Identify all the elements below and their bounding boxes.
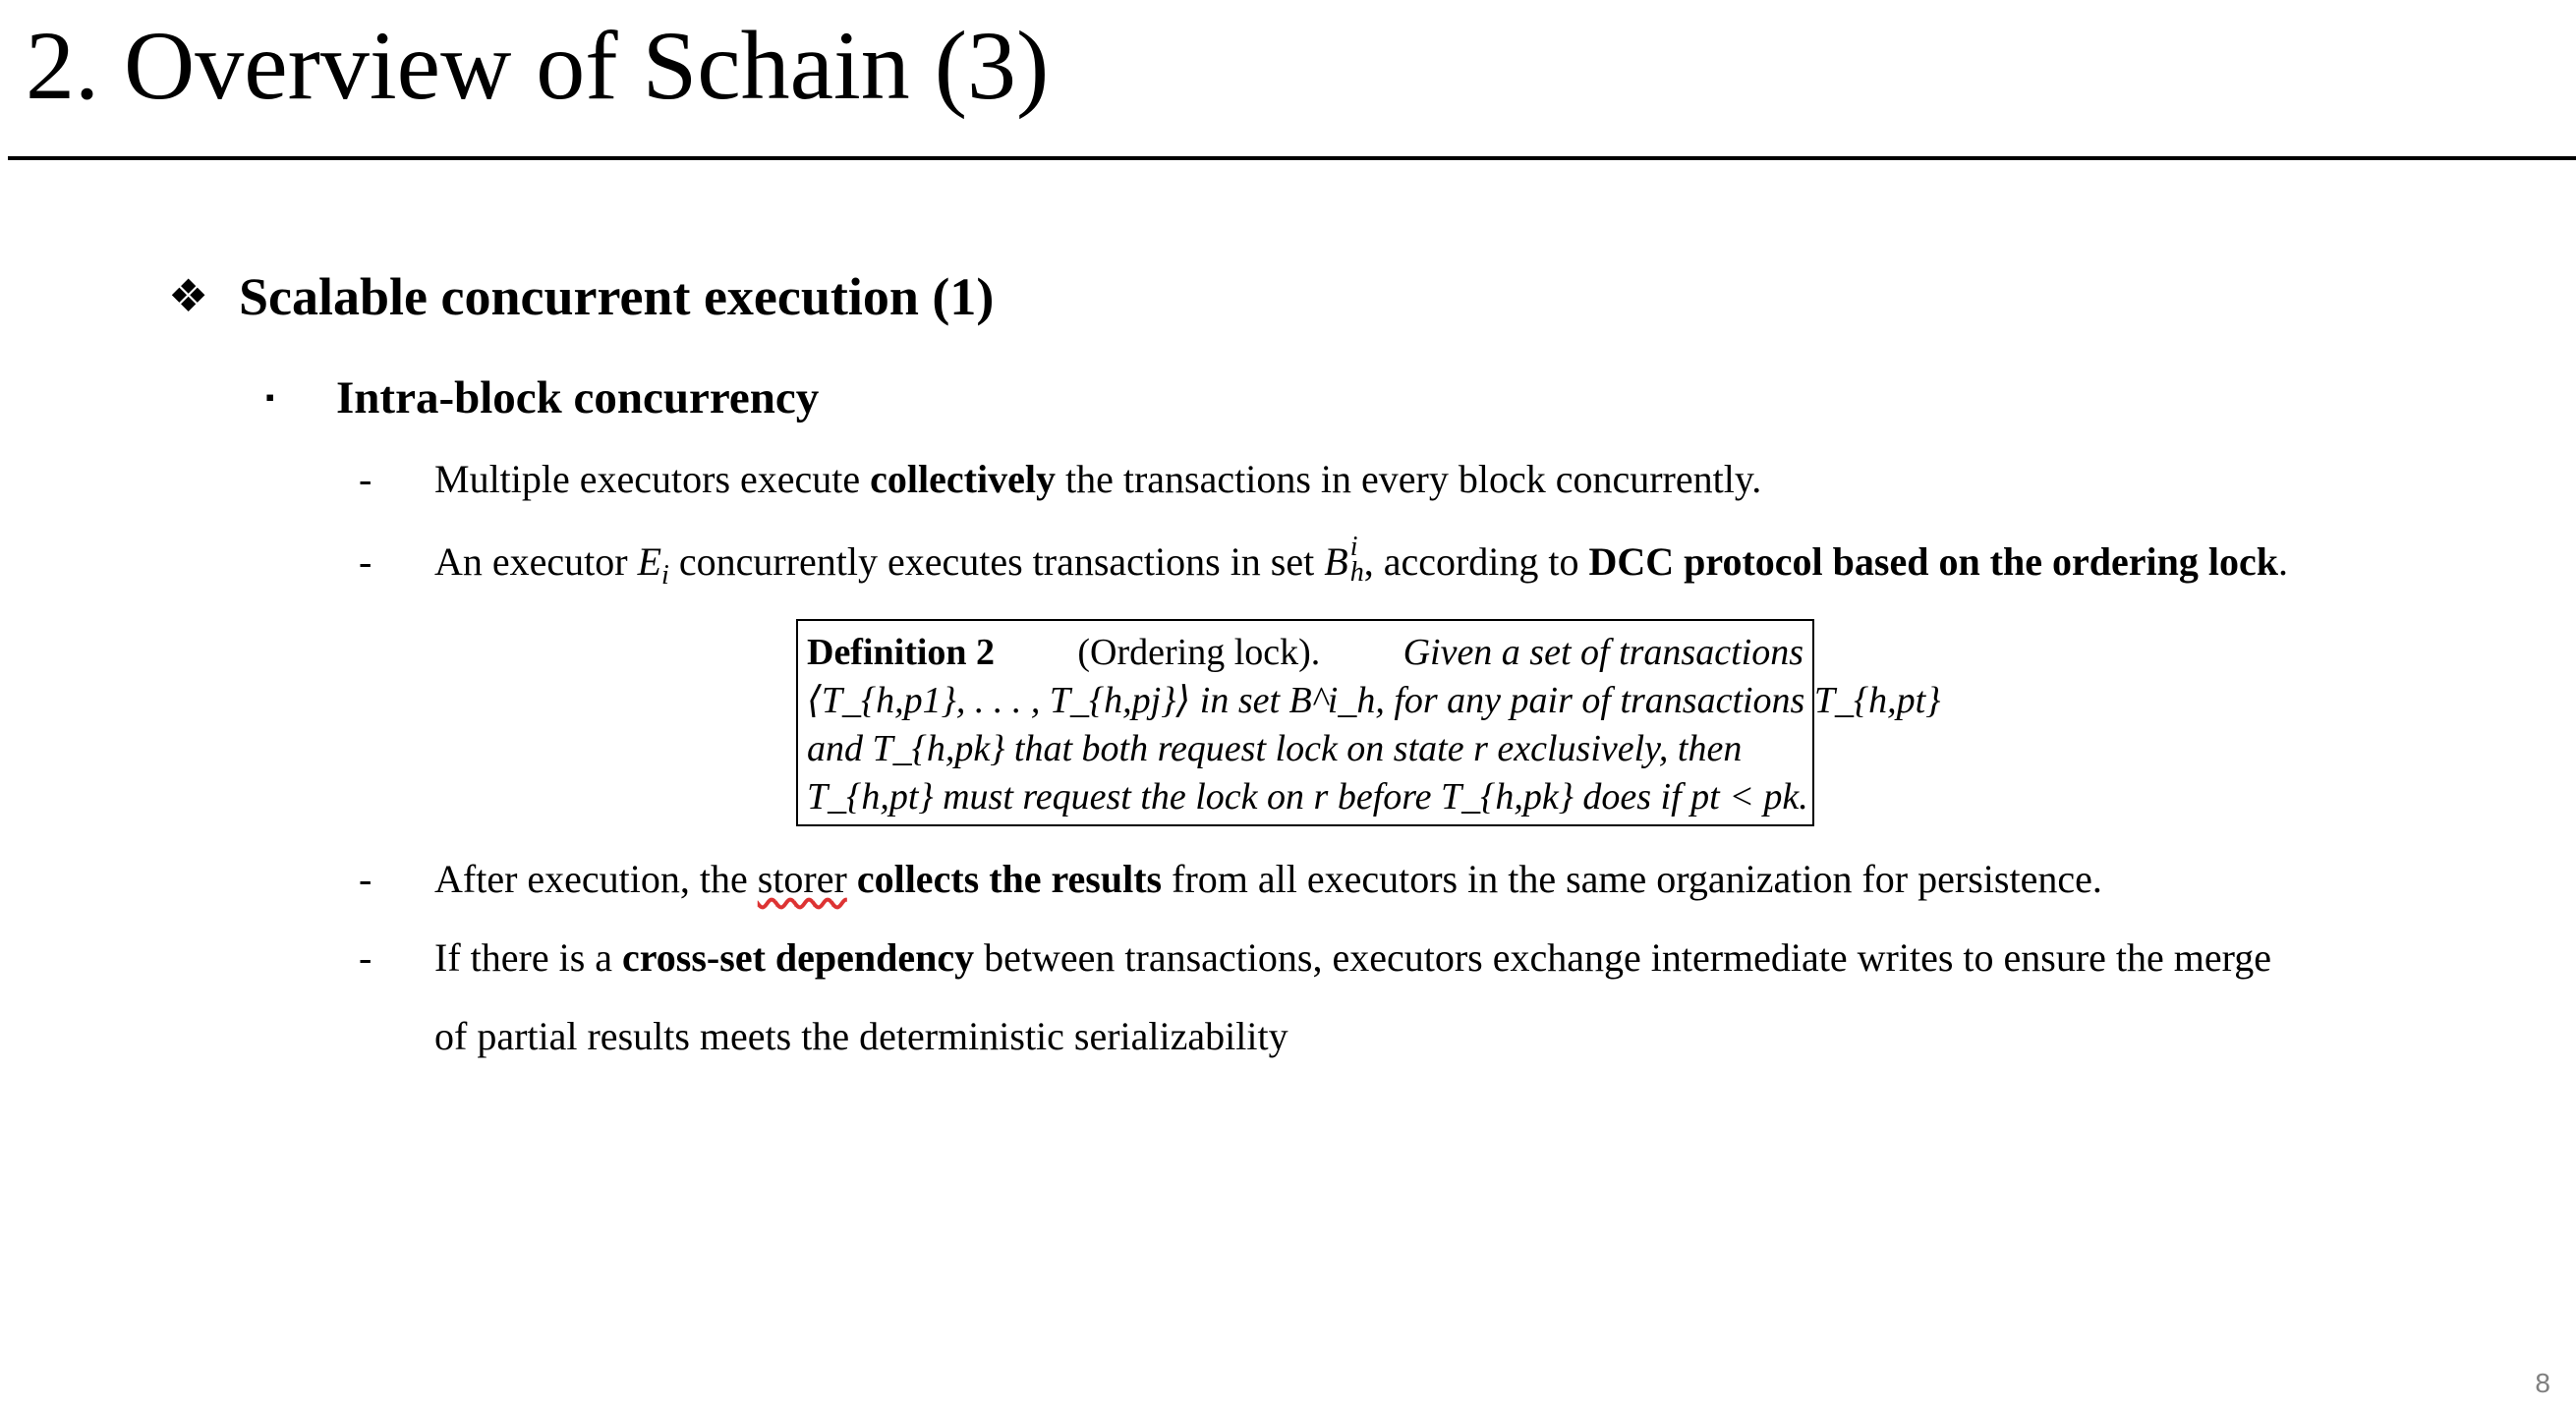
definition-line: ⟨T_{h,p1}, . . . , T_{h,pj}⟩ in set B^i_h, for any pair of transactions T_{h,pt}: [807, 680, 1941, 721]
section-heading: Scalable concurrent execution (1): [239, 267, 995, 326]
square-bullet-icon: ▪: [265, 383, 275, 412]
definition-name: (Ordering lock).: [1077, 632, 1321, 673]
dash-bullet: -: [359, 857, 372, 901]
definition-box: [796, 619, 1941, 826]
definition-label: Definition 2: [807, 632, 996, 673]
section-heading-row: [168, 261, 994, 332]
list-item-text: Multiple executors execute collectively the transactions in every block concurrently.: [434, 457, 1762, 501]
definition-line: and T_{h,pk} that both request lock on state r exclusively, then: [807, 728, 1743, 769]
title-divider: [8, 156, 2576, 160]
subsection-heading-row: [265, 366, 819, 430]
list-item-text: An executor $E_i$ concurrently executes transactions in set B i h , according to DCC protocol based on the ordering lock.: [434, 532, 2288, 591]
definition-line: T_{h,pt} must request the lock on r before T_{h,pk} does if pt < pk.: [807, 776, 1808, 817]
definition-text: Given a set of transactions: [1402, 632, 1803, 673]
spellcheck-word: storer: [757, 857, 847, 901]
list-item-text: of partial results meets the deterministic serializability: [434, 1014, 1288, 1058]
subsection-heading: Intra-block concurrency: [336, 372, 820, 423]
diamond-bullet-icon: ❖: [168, 271, 209, 321]
list-item-text: If there is a cross-set dependency between transactions, executors exchange intermediate writes to ensure the merge: [434, 935, 2271, 980]
list-item-text: After execution, the storer collects the results from all executors in the same organization for persistence.: [434, 857, 2102, 901]
math-executor: E: [637, 539, 662, 584]
definition-line: [807, 629, 1803, 677]
dash-bullet: -: [359, 457, 372, 501]
page-number: 8: [2535, 1368, 2550, 1398]
slide-title: 2. Overview of Schain (3): [26, 11, 1050, 120]
math-set: B: [1324, 539, 1348, 584]
dash-bullet: -: [359, 935, 372, 980]
dash-bullet: -: [359, 539, 372, 584]
